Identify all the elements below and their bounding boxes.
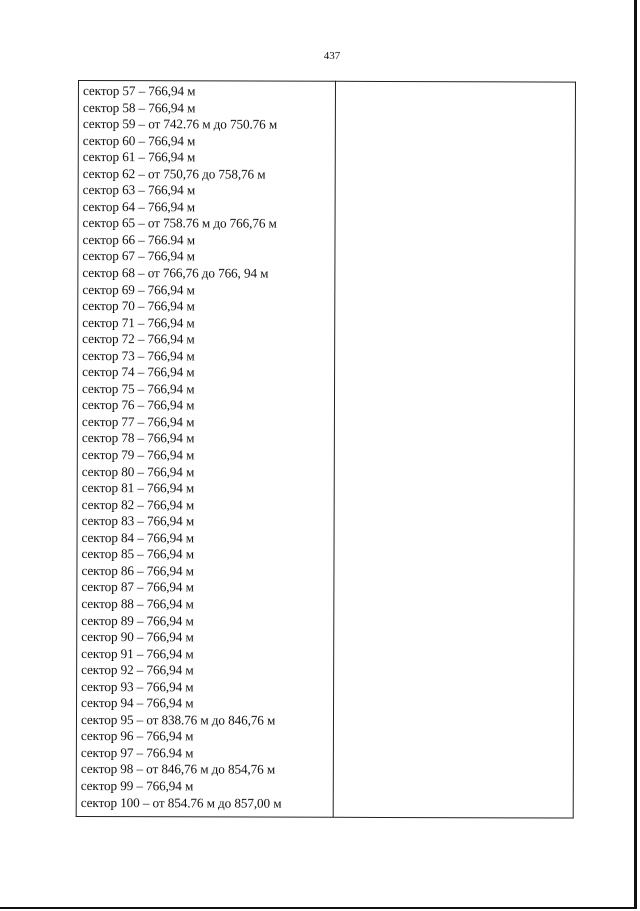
list-item: сектор 76 – 766,94 м bbox=[81, 397, 195, 413]
list-item: сектор 94 – 766,94 м bbox=[81, 695, 194, 711]
list-item: сектор 60 – 766,94 м bbox=[82, 132, 196, 149]
list-item: сектор 61 – 766,94 м bbox=[82, 149, 196, 165]
list-item: сектор 93 – 766,94 м bbox=[81, 678, 194, 695]
list-item: сектор 80 – 766,94 м bbox=[81, 463, 195, 479]
list-item: сектор 95 – от 838.76 м до 846,76 м bbox=[80, 711, 276, 728]
list-item: сектор 99 – 766,94 м bbox=[80, 777, 194, 794]
list-item: сектор 78 – 766,94 м bbox=[81, 430, 195, 446]
list-item: сектор 90 – 766,94 м bbox=[81, 629, 194, 645]
list-item: сектор 73 – 766,94 м bbox=[82, 347, 195, 364]
list-item: сектор 64 – 766,94 м bbox=[82, 198, 196, 215]
list-item: сектор 74 – 766,94 м bbox=[82, 364, 195, 380]
list-item: сектор 68 – от 766,76 до 766, 94 м bbox=[82, 265, 269, 281]
list-item: сектор 67 – 766,94 м bbox=[82, 248, 195, 264]
list-item: сектор 100 – от 854.76 м до 857,00 м bbox=[80, 794, 282, 811]
list-item: сектор 82 – 766,94 м bbox=[81, 496, 195, 513]
list-item: сектор 88 – 766,94 м bbox=[81, 595, 194, 612]
document-table bbox=[76, 80, 576, 819]
list-item: сектор 83 – 766,94 м bbox=[81, 513, 195, 529]
table-row bbox=[76, 81, 575, 819]
list-item: сектор 57 – 766,94 м bbox=[82, 83, 196, 99]
list-item: сектор 98 – от 846,76 м до 854,76 м bbox=[80, 761, 276, 778]
list-item: сектор 92 – 766,94 м bbox=[81, 662, 194, 678]
list-item: сектор 86 – 766,94 м bbox=[81, 562, 194, 579]
list-item: сектор 62 – от 750,76 до 758,76 м bbox=[82, 165, 266, 182]
list-item: сектор 70 – 766,94 м bbox=[82, 298, 195, 314]
list-item: сектор 77 – 766,94 м bbox=[81, 413, 195, 430]
list-item: сектор 84 – 766,94 м bbox=[81, 529, 195, 546]
empty-right-cell bbox=[333, 81, 575, 818]
list-item: сектор 79 – 766,94 м bbox=[81, 447, 195, 463]
sector-list-cell bbox=[76, 81, 335, 818]
list-item: сектор 87 – 766,94 м bbox=[81, 579, 194, 595]
list-item: сектор 89 – 766,94 м bbox=[81, 612, 194, 628]
list-item: сектор 65 – от 758.76 м до 766,76 м bbox=[82, 215, 277, 232]
page-number: 437 bbox=[323, 50, 341, 62]
list-item: сектор 59 – от 742.76 м до 750.76 м bbox=[82, 116, 278, 132]
list-item: сектор 85 – 766,94 м bbox=[81, 546, 195, 562]
list-item: сектор 63 – 766,94 м bbox=[82, 182, 196, 198]
list-item: сектор 72 – 766,94 м bbox=[82, 331, 195, 347]
list-item: сектор 81 – 766,94 м bbox=[81, 480, 195, 496]
list-item: сектор 58 – 766,94 м bbox=[82, 99, 196, 115]
list-item: сектор 71 – 766,94 м bbox=[82, 314, 195, 331]
list-item: сектор 97 – 766.94 м bbox=[80, 744, 194, 761]
list-item: сектор 66 – 766.94 м bbox=[82, 231, 195, 248]
list-item: сектор 91 – 766,94 м bbox=[81, 645, 194, 661]
list-item: сектор 69 – 766,94 м bbox=[82, 281, 195, 297]
list-item: сектор 75 – 766,94 м bbox=[82, 380, 195, 397]
list-item: сектор 96 – 766,94 м bbox=[80, 728, 194, 744]
sector-list bbox=[77, 81, 335, 812]
